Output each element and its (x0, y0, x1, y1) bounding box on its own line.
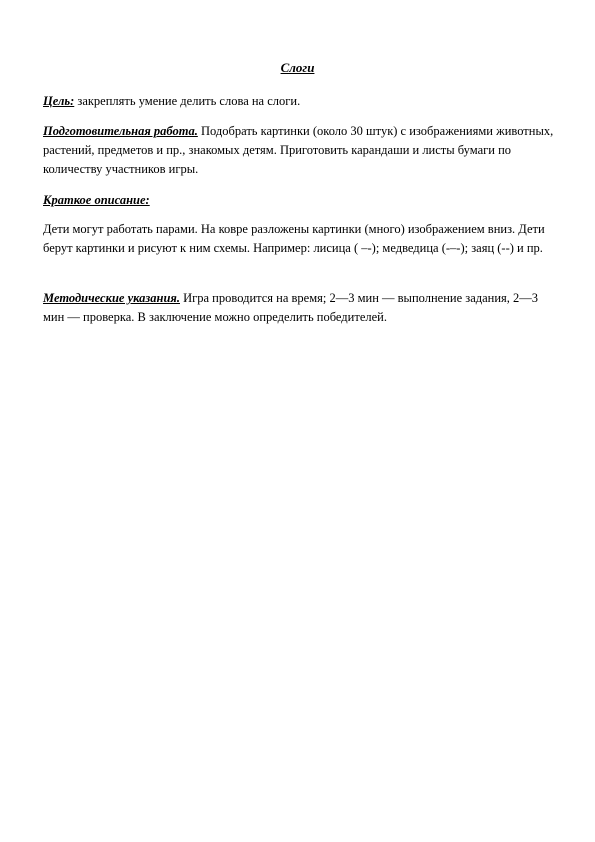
page-title: Слоги (280, 60, 315, 75)
preparation-text: Подобрать картинки (около 30 штук) с изображениями животных, растений, предметов и пр., знакомых детям. Приготовить карандаши и листы бумаги по количеству участников игры. (43, 124, 554, 176)
goal-text: закреплять умение делить слова на слоги. (74, 94, 301, 108)
preparation-paragraph (43, 122, 555, 179)
description-label: Краткое описание: (43, 193, 150, 207)
description-heading (43, 191, 555, 210)
guidelines-paragraph (43, 289, 555, 327)
preparation-label: Подготовительная работа. (43, 124, 198, 138)
description-paragraph: Дети могут работать парами. На ковре разложены картинки (много) изображением вниз. Дети берут картинки и рисуют к ним схемы. Например: лисица ( –-); медведица (-–-); заяц (--) и пр. (43, 222, 545, 255)
guidelines-label: Методические указания. (43, 291, 180, 305)
guidelines-text: Игра проводится на время; 2—3 мин — выполнение задания, 2—3 мин — проверка. В заключение можно определить победителей. (43, 291, 539, 324)
goal-label: Цель: (43, 94, 75, 108)
goal-paragraph (43, 92, 555, 111)
